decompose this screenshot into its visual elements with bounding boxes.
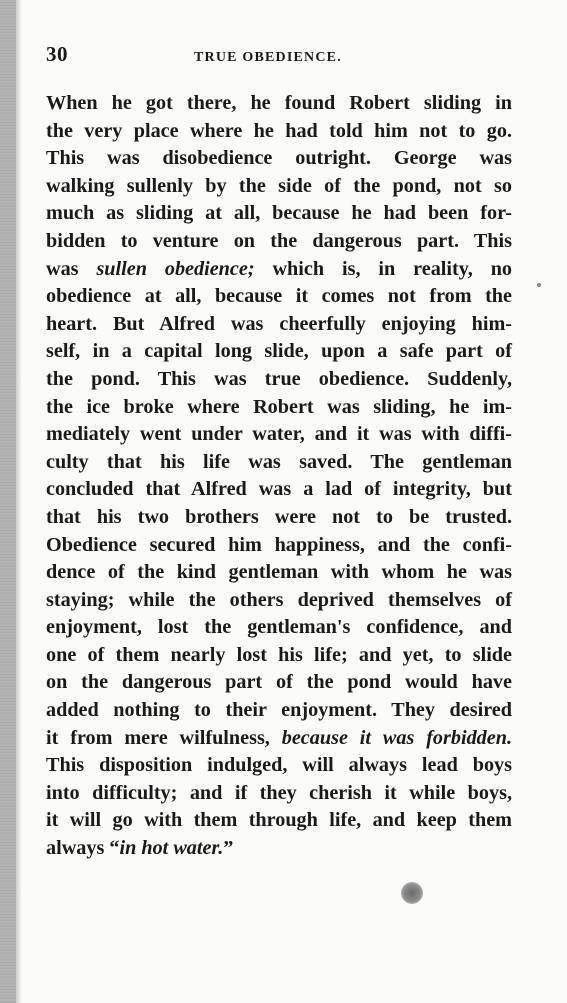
text-line-12: the ice broke where Robert was sliding, he im- <box>46 395 512 418</box>
italic-phrase-in-hot-water: in hot water. <box>119 837 224 860</box>
text-line-13: mediately went under water, and it was with diffi- <box>46 423 512 446</box>
text-line-8: obedience at all, because it comes not from the <box>46 285 512 308</box>
page-binding-edge <box>0 0 16 1003</box>
text-line-25: This disposition indulged, will always lead boys <box>46 754 512 777</box>
body-paragraph <box>46 90 512 863</box>
text-line-22: on the dangerous part of the pond would have <box>46 671 512 694</box>
text-line-24: it from mere wilfulness, because it was forbidden. <box>46 726 512 749</box>
text-line-3: This was disobedience outright. George was <box>46 147 512 170</box>
text-line-5: much as sliding at all, because he had been for- <box>46 202 512 225</box>
ink-blot-mark <box>401 882 423 904</box>
text-line-26: into difficulty; and if they cherish it while boys, <box>46 781 512 804</box>
text-line-16: that his two brothers were not to be trusted. <box>46 505 512 528</box>
text-line-21: one of them nearly lost his life; and yet, to slide <box>46 643 512 666</box>
text-line-10: self, in a capital long slide, upon a safe part of <box>46 340 512 363</box>
text-line-17: Obedience secured him happiness, and the confi- <box>46 533 512 556</box>
italic-phrase-because-forbidden: because it was forbidden. <box>281 726 512 749</box>
text-line-4: walking sullenly by the side of the pond, not so <box>46 174 512 197</box>
text-line-23: added nothing to their enjoyment. They desired <box>46 699 512 722</box>
text-line-6: bidden to venture on the dangerous part. This <box>46 229 512 252</box>
text-line-19: staying; while the others deprived themselves of <box>46 588 512 611</box>
text-line-9: heart. But Alfred was cheerfully enjoying him- <box>46 312 512 335</box>
text-line-1: When he got there, he found Robert sliding in <box>46 92 512 114</box>
running-title: TRUE OBEDIENCE. <box>194 50 342 65</box>
page-number: 30 <box>46 42 68 66</box>
italic-phrase-sullen-obedience: sullen obedience; <box>96 257 255 280</box>
text-line-11: the pond. This was true obedience. Suddenly, <box>46 367 512 390</box>
text-line-20: enjoyment, lost the gentleman's confidence, and <box>46 616 512 639</box>
text-line-14: culty that his life was saved. The gentleman <box>46 450 512 473</box>
running-head <box>46 40 512 74</box>
text-line-27: it will go with them through life, and keep them <box>46 809 512 832</box>
text-line-7: was sullen obedience; which is, in reality, no <box>46 257 513 280</box>
text-line-2: the very place where he had told him not to go. <box>46 119 512 142</box>
paper-speck <box>537 283 541 287</box>
text-line-15: concluded that Alfred was a lad of integrity, but <box>46 478 512 501</box>
text-line-28: always “in hot water.” <box>46 837 234 860</box>
text-line-18: dence of the kind gentleman with whom he was <box>46 561 512 584</box>
book-page <box>46 40 512 863</box>
